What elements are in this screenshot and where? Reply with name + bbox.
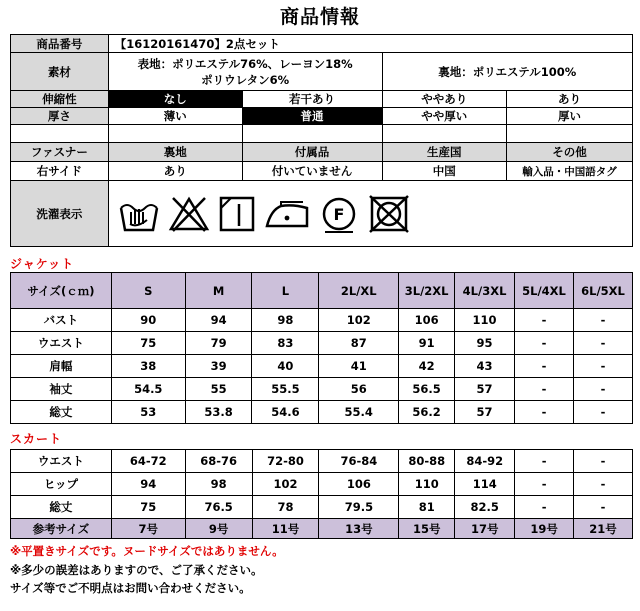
table-cell: 94: [111, 473, 185, 496]
table-cell: -: [515, 378, 574, 401]
table-cell: 64-72: [111, 450, 185, 473]
thickness-option: 薄い: [108, 108, 242, 125]
material-front-line-2: ポリウレタン6%: [201, 72, 290, 87]
size-header: 5L/4XL: [515, 273, 574, 309]
table-cell: [507, 125, 633, 143]
hand-wash-icon: [117, 194, 161, 234]
table-cell: 90: [111, 309, 185, 332]
table-cell: 56.5: [399, 378, 455, 401]
table-cell: 53.8: [185, 401, 252, 424]
ref-size-cell: 17号: [455, 519, 515, 539]
table-cell: -: [573, 355, 632, 378]
table-cell: 95: [455, 332, 515, 355]
info-header: ファスナー: [11, 143, 109, 162]
product-info-table: [10, 34, 633, 247]
jacket-section-label: ジャケット: [10, 257, 75, 271]
svg-text:F: F: [333, 204, 345, 224]
table-cell: 56.2: [399, 401, 455, 424]
table-cell: 76.5: [185, 496, 252, 519]
table-cell: -: [515, 401, 574, 424]
size-header-label: サイズ(ｃｍ): [11, 273, 112, 309]
note-line: サイズ等でご不明点はお問い合わせください。: [10, 581, 251, 595]
table-cell: 57: [455, 401, 515, 424]
table-cell: 91: [399, 332, 455, 355]
table-cell: 98: [252, 309, 319, 332]
table-cell: 102: [319, 309, 399, 332]
table-cell: 78: [252, 496, 319, 519]
stretch-label: 伸縮性: [11, 91, 109, 108]
jacket-size-table: [10, 272, 633, 424]
size-header: 2L/XL: [319, 273, 399, 309]
product-no-label: 商品番号: [11, 35, 109, 53]
info-value: 輸入品・中国語タグ: [507, 162, 633, 181]
stretch-option: なし: [108, 91, 242, 108]
row-label: ヒップ: [11, 473, 112, 496]
stretch-option: 若干あり: [242, 91, 382, 108]
material-front: [108, 53, 382, 91]
table-cell: -: [515, 496, 574, 519]
no-bleach-icon: [167, 194, 211, 234]
size-header: L: [252, 273, 319, 309]
table-cell: 42: [399, 355, 455, 378]
table-cell: 110: [455, 309, 515, 332]
table-cell: 38: [111, 355, 185, 378]
table-cell: -: [573, 401, 632, 424]
iron-low-icon: [263, 194, 311, 234]
ref-size-cell: 21号: [574, 519, 633, 539]
thickness-option: やや厚い: [382, 108, 507, 125]
table-cell: 102: [252, 473, 319, 496]
dry-clean-f-icon: [317, 194, 361, 234]
table-cell: 55.4: [319, 401, 399, 424]
thickness-label: 厚さ: [11, 108, 109, 125]
row-label: ウエスト: [11, 450, 112, 473]
table-cell: 106: [399, 309, 455, 332]
ref-size-label: 参考サイズ: [11, 519, 112, 539]
table-cell: -: [515, 355, 574, 378]
skirt-size-table: [10, 449, 633, 539]
table-cell: 54.6: [252, 401, 319, 424]
row-label: バスト: [11, 309, 112, 332]
no-tumble-dry-icon: [367, 194, 411, 234]
line-dry-icon: [217, 194, 257, 234]
ref-size-cell: 7号: [111, 519, 185, 539]
table-cell: 55.5: [252, 378, 319, 401]
info-header: 生産国: [382, 143, 507, 162]
table-cell: 39: [185, 355, 252, 378]
row-label: 総丈: [11, 401, 112, 424]
ref-size-cell: 9号: [185, 519, 252, 539]
size-header: 4L/3XL: [455, 273, 515, 309]
row-label: 総丈: [11, 496, 112, 519]
table-cell: 68-76: [185, 450, 252, 473]
table-cell: 57: [455, 378, 515, 401]
size-header: 3L/2XL: [399, 273, 455, 309]
table-cell: 83: [252, 332, 319, 355]
note-line: ※多少の誤差はありますので、ご了承ください。: [10, 563, 263, 577]
wash-label: 洗濯表示: [11, 181, 109, 247]
table-cell: 87: [319, 332, 399, 355]
table-cell: -: [573, 332, 632, 355]
table-cell: [11, 125, 109, 143]
size-header: S: [111, 273, 185, 309]
table-cell: 76-84: [319, 450, 399, 473]
table-cell: 110: [399, 473, 455, 496]
stretch-option: ややあり: [382, 91, 507, 108]
table-cell: 79.5: [319, 496, 399, 519]
material-back: 裏地：ポリエステル100%: [382, 53, 633, 91]
ref-size-cell: 13号: [319, 519, 399, 539]
info-header: その他: [507, 143, 633, 162]
info-value: 付いていません: [242, 162, 382, 181]
table-cell: 94: [185, 309, 252, 332]
stretch-option: あり: [507, 91, 633, 108]
table-cell: 80-88: [399, 450, 455, 473]
table-cell: 81: [399, 496, 455, 519]
table-cell: 84-92: [455, 450, 515, 473]
table-cell: 53: [111, 401, 185, 424]
table-cell: 72-80: [252, 450, 319, 473]
table-cell: -: [574, 473, 633, 496]
table-cell: 79: [185, 332, 252, 355]
table-cell: -: [515, 309, 574, 332]
page-title: 商品情報: [279, 6, 360, 28]
size-header: M: [185, 273, 252, 309]
size-header: 6L/5XL: [573, 273, 632, 309]
table-cell: -: [515, 473, 574, 496]
table-cell: 56: [319, 378, 399, 401]
table-cell: 98: [185, 473, 252, 496]
table-cell: 82.5: [455, 496, 515, 519]
table-cell: 114: [455, 473, 515, 496]
table-cell: -: [515, 332, 574, 355]
thickness-option: 厚い: [507, 108, 633, 125]
wash-icons: [108, 181, 632, 247]
table-cell: 106: [319, 473, 399, 496]
table-cell: [382, 125, 507, 143]
table-cell: -: [573, 378, 632, 401]
ref-size-cell: 11号: [252, 519, 319, 539]
product-no-value: 【16120161470】2点セット: [108, 35, 632, 53]
info-header: 裏地: [108, 143, 242, 162]
material-front-line-1: 表地：ポリエステル76%、レーヨン18%: [137, 56, 353, 71]
row-label: ウエスト: [11, 332, 112, 355]
table-cell: 40: [252, 355, 319, 378]
table-cell: -: [574, 496, 633, 519]
table-cell: 41: [319, 355, 399, 378]
note-line: ※平置きサイズです。ヌードサイズではありません。: [10, 544, 284, 558]
table-cell: [108, 125, 242, 143]
table-cell: -: [573, 309, 632, 332]
ref-size-cell: 19号: [515, 519, 574, 539]
ref-size-cell: 15号: [399, 519, 455, 539]
row-label: 肩幅: [11, 355, 112, 378]
thickness-option: 普通: [242, 108, 382, 125]
info-value: 右サイド: [11, 162, 109, 181]
table-cell: 75: [111, 332, 185, 355]
table-cell: 75: [111, 496, 185, 519]
table-cell: 54.5: [111, 378, 185, 401]
material-label: 素材: [11, 53, 109, 91]
info-value: あり: [108, 162, 242, 181]
table-cell: [242, 125, 382, 143]
table-cell: 55: [185, 378, 252, 401]
info-header: 付属品: [242, 143, 382, 162]
table-cell: -: [515, 450, 574, 473]
table-cell: -: [574, 450, 633, 473]
row-label: 袖丈: [11, 378, 112, 401]
table-cell: 43: [455, 355, 515, 378]
skirt-section-label: スカート: [10, 432, 63, 446]
info-value: 中国: [382, 162, 507, 181]
